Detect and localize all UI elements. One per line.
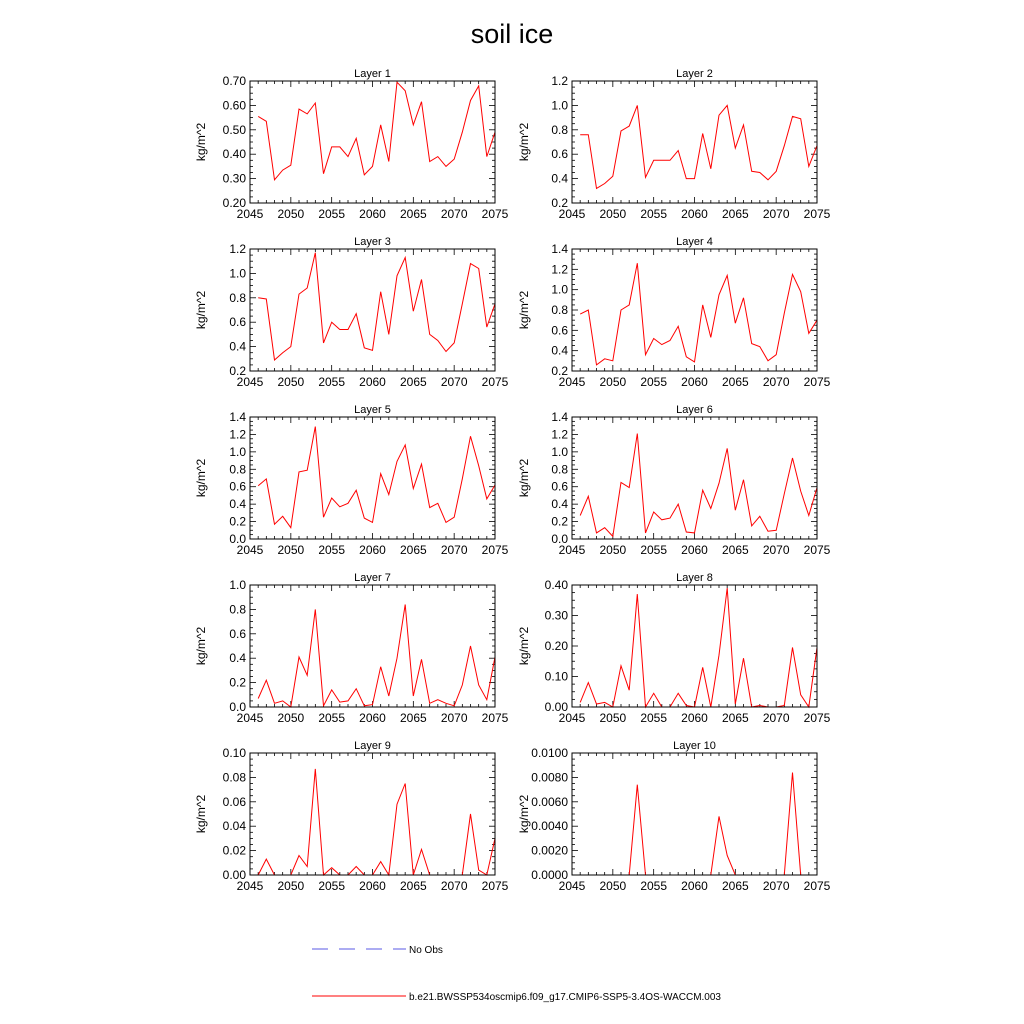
x-tick-label: 2055 (640, 879, 668, 893)
y-tick-label: 0.60 (222, 98, 246, 113)
x-tick-label: 2050 (599, 543, 627, 557)
y-tick-label: 0.8 (551, 303, 568, 317)
series-line (258, 769, 495, 875)
y-tick-label: 0.8 (229, 462, 246, 477)
x-tick-label: 2065 (399, 543, 427, 557)
x-tick-label: 2050 (277, 375, 305, 389)
panel-layer-10 (517, 740, 831, 893)
y-tick-label: 0.8 (229, 602, 246, 617)
y-tick-label: 0.20 (222, 196, 246, 210)
y-tick-label: 0.0000 (531, 868, 568, 882)
x-tick-label: 2055 (318, 375, 346, 389)
x-tick-label: 2075 (803, 375, 831, 389)
x-tick-label: 2060 (681, 879, 708, 893)
y-axis-label: kg/m^2 (194, 290, 208, 330)
x-tick-label: 2050 (277, 543, 305, 557)
panel-layer-9 (194, 740, 509, 893)
series-line (580, 263, 817, 365)
x-tick-label: 2050 (599, 207, 627, 221)
x-tick-label: 2075 (803, 543, 831, 557)
x-tick-label: 2065 (399, 711, 427, 725)
panel-title: Layer 7 (354, 572, 391, 584)
series-line (580, 773, 817, 876)
x-tick-label: 2060 (681, 543, 708, 557)
x-tick-label: 2070 (762, 375, 790, 389)
x-tick-label: 2070 (762, 543, 790, 557)
y-tick-label: 0.2 (229, 675, 246, 690)
x-tick-label: 2070 (762, 711, 790, 725)
x-tick-label: 2075 (481, 375, 509, 389)
x-tick-label: 2060 (359, 207, 386, 221)
x-tick-label: 2065 (721, 879, 749, 893)
x-tick-label: 2065 (721, 375, 749, 389)
x-tick-label: 2050 (599, 711, 627, 725)
y-tick-label: 0.6 (229, 479, 246, 494)
plot-frame (572, 753, 817, 875)
x-tick-label: 2055 (640, 207, 668, 221)
y-tick-label: 0.0100 (531, 746, 568, 760)
y-tick-label: 0.0 (229, 532, 246, 546)
x-tick-label: 2055 (640, 711, 668, 725)
x-tick-label: 2070 (762, 879, 790, 893)
plot-frame (572, 249, 817, 371)
y-tick-label: 0.0 (229, 700, 246, 714)
y-tick-label: 1.0 (551, 98, 568, 113)
y-tick-label: 0.0 (551, 532, 568, 546)
x-tick-label: 2075 (803, 711, 831, 725)
y-tick-label: 0.8 (551, 462, 568, 477)
y-tick-label: 0.50 (222, 122, 246, 137)
y-tick-label: 0.2 (551, 514, 568, 529)
y-axis-label: kg/m^2 (194, 794, 208, 834)
x-tick-label: 2065 (721, 543, 749, 557)
panel-title: Layer 10 (673, 740, 716, 752)
x-tick-label: 2070 (440, 207, 468, 221)
x-tick-label: 2075 (481, 543, 509, 557)
x-tick-label: 2045 (558, 879, 586, 893)
x-tick-label: 2055 (318, 543, 346, 557)
y-tick-label: 0.00 (222, 868, 246, 882)
panels-grid (194, 68, 831, 893)
plot-frame (250, 585, 495, 707)
y-tick-label: 1.4 (551, 410, 568, 424)
y-axis-label: kg/m^2 (517, 290, 531, 330)
x-tick-label: 2070 (762, 207, 790, 221)
y-tick-label: 0.10 (222, 746, 246, 760)
panel-layer-5 (194, 404, 509, 557)
series-line (258, 253, 495, 360)
panel-layer-4 (517, 236, 831, 389)
y-axis-label: kg/m^2 (517, 458, 531, 498)
x-tick-label: 2055 (640, 375, 668, 389)
x-tick-label: 2045 (558, 711, 586, 725)
x-tick-label: 2055 (318, 879, 346, 893)
x-tick-label: 2060 (681, 711, 708, 725)
x-tick-label: 2045 (236, 543, 264, 557)
y-tick-label: 0.6 (551, 479, 568, 494)
plot-frame (572, 81, 817, 203)
y-tick-label: 0.02 (222, 843, 246, 858)
plot-frame (572, 417, 817, 539)
y-tick-label: 0.30 (222, 171, 246, 186)
y-tick-label: 0.4 (551, 171, 568, 186)
x-tick-label: 2065 (721, 207, 749, 221)
x-tick-label: 2070 (440, 543, 468, 557)
y-tick-label: 1.4 (229, 410, 246, 424)
panel-layer-6 (517, 404, 831, 557)
x-tick-label: 2045 (558, 543, 586, 557)
y-axis-label: kg/m^2 (517, 626, 531, 666)
x-tick-label: 2075 (481, 207, 509, 221)
panel-layer-7 (194, 572, 509, 725)
series-line (580, 434, 817, 537)
x-tick-label: 2065 (399, 207, 427, 221)
y-tick-label: 0.6 (229, 626, 246, 641)
x-tick-label: 2045 (236, 375, 264, 389)
x-tick-label: 2060 (359, 543, 386, 557)
y-tick-label: 0.4 (229, 339, 246, 354)
x-tick-label: 2075 (803, 879, 831, 893)
x-tick-label: 2060 (359, 879, 386, 893)
x-tick-label: 2050 (599, 879, 627, 893)
figure-title: soil ice (470, 19, 554, 49)
y-tick-label: 0.8 (551, 122, 568, 137)
y-tick-label: 0.4 (551, 497, 568, 512)
panel-title: Layer 2 (676, 68, 713, 80)
x-tick-label: 2065 (399, 375, 427, 389)
plot-frame (250, 249, 495, 371)
legend-model-label: b.e21.BWSSP534oscmip6.f09_g17.CMIP6-SSP5-3.4OS-WACCM.003 (409, 992, 721, 1003)
y-tick-label: 0.30 (544, 608, 568, 623)
y-tick-label: 0.0040 (531, 819, 568, 834)
panel-title: Layer 6 (676, 404, 713, 416)
legend (312, 945, 721, 1003)
y-tick-label: 0.40 (222, 147, 246, 162)
x-tick-label: 2055 (318, 711, 346, 725)
y-tick-label: 0.6 (229, 315, 246, 330)
x-tick-label: 2050 (277, 207, 305, 221)
x-tick-label: 2050 (277, 879, 305, 893)
x-tick-label: 2060 (681, 375, 708, 389)
panel-layer-3 (194, 236, 509, 389)
x-tick-label: 2065 (721, 711, 749, 725)
y-tick-label: 0.6 (551, 323, 568, 338)
x-tick-label: 2045 (236, 879, 264, 893)
series-line (580, 588, 817, 707)
panel-title: Layer 3 (354, 236, 391, 248)
y-tick-label: 0.2 (229, 364, 246, 378)
y-tick-label: 0.10 (544, 669, 568, 684)
y-axis-label: kg/m^2 (517, 122, 531, 162)
y-tick-label: 1.2 (229, 427, 246, 442)
y-tick-label: 1.2 (551, 427, 568, 442)
series-line (258, 605, 495, 708)
x-tick-label: 2070 (440, 375, 468, 389)
y-tick-label: 1.0 (551, 444, 568, 459)
panel-title: Layer 1 (354, 68, 391, 80)
x-tick-label: 2060 (359, 375, 386, 389)
y-tick-label: 0.4 (551, 343, 568, 358)
y-tick-label: 0.2 (551, 364, 568, 378)
y-tick-label: 0.6 (551, 147, 568, 162)
y-tick-label: 0.70 (222, 74, 246, 88)
y-axis-label: kg/m^2 (194, 626, 208, 666)
panel-title: Layer 5 (354, 404, 391, 416)
y-tick-label: 1.0 (229, 578, 246, 592)
y-tick-label: 1.2 (551, 74, 568, 88)
y-tick-label: 0.8 (229, 290, 246, 305)
legend-obs-label: No Obs (409, 945, 443, 956)
x-tick-label: 2075 (481, 711, 509, 725)
panel-layer-1 (194, 68, 509, 221)
series-line (258, 427, 495, 528)
y-tick-label: 1.2 (229, 242, 246, 256)
x-tick-label: 2060 (681, 207, 708, 221)
plot-frame (250, 81, 495, 203)
plot-frame (572, 585, 817, 707)
y-tick-label: 0.0080 (531, 770, 568, 785)
y-tick-label: 1.4 (551, 242, 568, 256)
y-tick-label: 0.40 (544, 578, 568, 592)
x-tick-label: 2050 (277, 711, 305, 725)
y-tick-label: 0.4 (229, 651, 246, 666)
y-axis-label: kg/m^2 (194, 458, 208, 498)
panel-title: Layer 8 (676, 572, 713, 584)
x-tick-label: 2065 (399, 879, 427, 893)
x-tick-label: 2055 (640, 543, 668, 557)
y-tick-label: 1.0 (229, 444, 246, 459)
x-tick-label: 2070 (440, 711, 468, 725)
series-line (580, 105, 817, 188)
x-tick-label: 2045 (558, 375, 586, 389)
x-tick-label: 2045 (558, 207, 586, 221)
y-tick-label: 0.06 (222, 794, 246, 809)
y-tick-label: 1.2 (551, 262, 568, 277)
x-tick-label: 2045 (236, 207, 264, 221)
series-line (258, 82, 495, 180)
x-tick-label: 2045 (236, 711, 264, 725)
y-tick-label: 0.04 (222, 819, 246, 834)
x-tick-label: 2055 (318, 207, 346, 221)
y-tick-label: 0.2 (229, 514, 246, 529)
y-tick-label: 1.0 (551, 282, 568, 297)
x-tick-label: 2070 (440, 879, 468, 893)
x-tick-label: 2050 (599, 375, 627, 389)
x-tick-label: 2060 (359, 711, 386, 725)
x-tick-label: 2075 (803, 207, 831, 221)
y-tick-label: 0.00 (544, 700, 568, 714)
y-tick-label: 0.0020 (531, 843, 568, 858)
y-tick-label: 0.08 (222, 770, 246, 785)
y-tick-label: 0.0060 (531, 794, 568, 809)
panel-title: Layer 4 (676, 236, 713, 248)
y-tick-label: 0.2 (551, 196, 568, 210)
panel-layer-8 (517, 572, 831, 725)
y-axis-label: kg/m^2 (194, 122, 208, 162)
y-tick-label: 0.4 (229, 497, 246, 512)
panel-title: Layer 9 (354, 740, 391, 752)
panel-layer-2 (517, 68, 831, 221)
y-tick-label: 1.0 (229, 266, 246, 281)
y-tick-label: 0.20 (544, 639, 568, 653)
y-axis-label: kg/m^2 (517, 794, 531, 834)
plot-frame (250, 753, 495, 875)
x-tick-label: 2075 (481, 879, 509, 893)
